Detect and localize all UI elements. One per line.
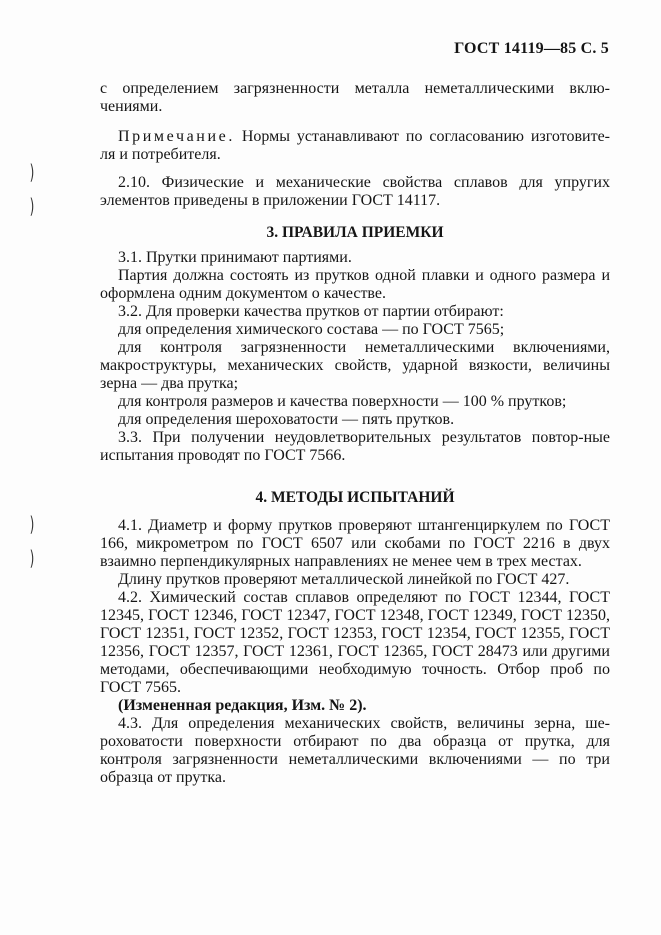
para-2-10: 2.10. Физические и механические свойства сплавов для упругих элементов приведены в приложении ГОСТ 14117. <box>100 174 610 209</box>
block-intro <box>100 80 610 116</box>
block-note <box>100 128 610 164</box>
margin-bracket-lower-2: ) <box>29 546 35 570</box>
margin-bracket-upper-2: ) <box>29 194 35 218</box>
para-4-3: 4.3. Для определения механических свойств, величины зерна, ше-роховатости поверхности отбирают по два образца от прутка, для контроля загрязненности неметаллическими включениями — по три образца от прутка. <box>100 715 610 786</box>
para-3-3: 3.3. При получении неудовлетворительных результатов повтор-ные испытания проводят по ГОСТ 7566. <box>100 429 610 464</box>
para-4-1: 4.1. Диаметр и форму прутков проверяют штангенциркулем по ГОСТ 166, микрометром по ГОСТ 6507 или скобами по ГОСТ 2216 в двух взаимно перпендикулярных направлениях не менее чем в трех местах. <box>100 517 610 570</box>
note-text: Нормы устанавливают по согласованию изготовите-ля и потребителя. <box>100 128 611 163</box>
para-4-1b: Длину прутков проверяют металлической линейкой по ГОСТ 427. <box>118 571 570 588</box>
block-3 <box>100 249 610 465</box>
block-2-10 <box>100 174 610 210</box>
page-header: ГОСТ 14119—85 С. 5 <box>454 40 609 57</box>
note <box>100 128 610 164</box>
margin-bracket-upper-1: ) <box>29 160 35 184</box>
section-3-title: 3. ПРАВИЛА ПРИЕМКИ <box>266 224 444 241</box>
revision-note: (Измененная редакция, Изм. № 2). <box>118 697 367 714</box>
para-3-2d: для определения шероховатости — пять прутков. <box>118 411 455 428</box>
para-4-2: 4.2. Химический состав сплавов определяют по ГОСТ 12344, ГОСТ 12345, ГОСТ 12346, ГОСТ 12347, ГОСТ 12348, ГОСТ 12349, ГОСТ 12350, ГОСТ 12351, ГОСТ 12352, ГОСТ 12353, ГОСТ 12354, ГОСТ 12355, ГОСТ 12356, ГОСТ 12357, ГОСТ 12361, ГОСТ 12365, ГОСТ 28473 или другими методами, обеспечивающими необходимую точность. Отбор проб по ГОСТ 7565. <box>100 589 610 696</box>
para-3-2: 3.2. Для проверки качества прутков от партии отбирают: <box>118 303 504 320</box>
margin-bracket-lower-1: ) <box>29 512 35 536</box>
para-3-2c: для контроля размеров и качества поверхности — 100 % прутков; <box>118 393 567 410</box>
para-3-2a: для определения химического состава — по ГОСТ 7565; <box>118 321 505 338</box>
para-3-1b: Партия должна состоять из прутков одной плавки и одного размера и оформлена одним документом о качестве. <box>100 267 610 302</box>
block-section-4 <box>100 489 610 507</box>
section-4-title: 4. МЕТОДЫ ИСПЫТАНИЙ <box>255 489 455 506</box>
block-section-3 <box>100 224 610 242</box>
para-3-1: 3.1. Прутки принимают партиями. <box>118 249 352 266</box>
para-intro: с определением загрязненности металла неметаллическими вклю-чениями. <box>100 80 610 115</box>
para-3-2b: для контроля загрязненности неметаллическими включениями, макроструктуры, механических свойств, ударной вязкости, величины зерна — два прутка; <box>100 339 610 392</box>
note-label: Примечание. <box>118 128 235 145</box>
block-4 <box>100 517 610 787</box>
